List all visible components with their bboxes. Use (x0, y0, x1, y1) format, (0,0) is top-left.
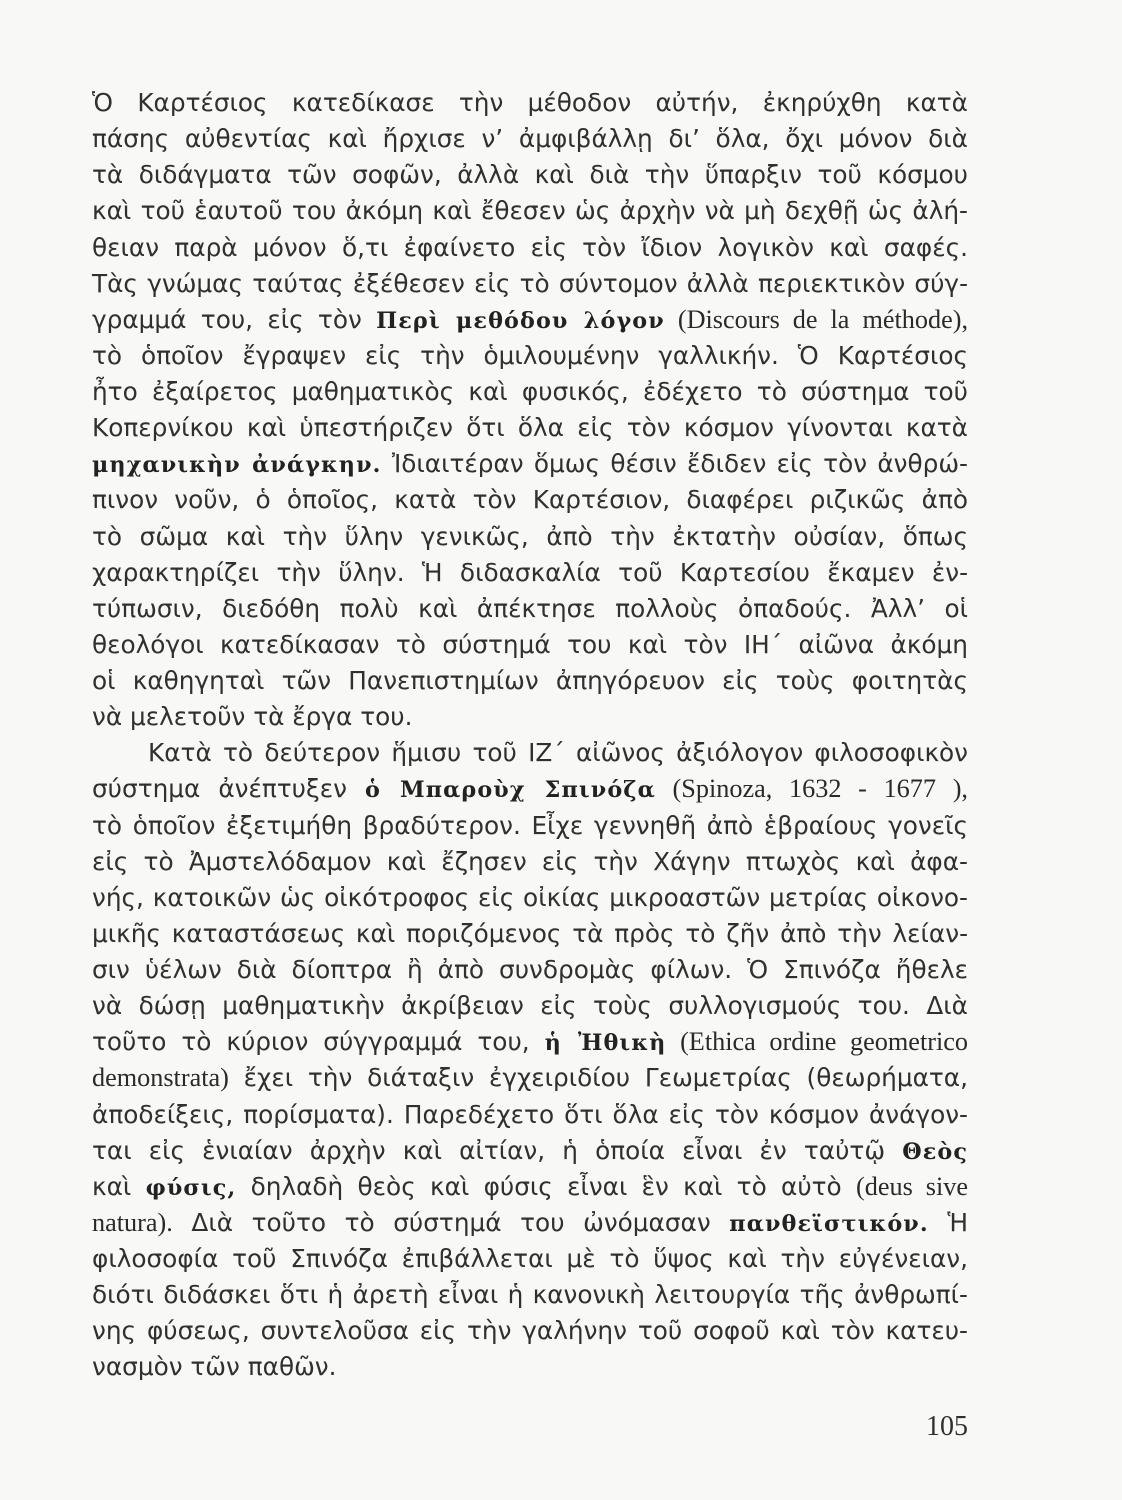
text-line: φιλοσοφία τοῦ Σπινόζα ἐπιβάλλεται μὲ τὸ ὕψος καὶ τὴν εὐγένειαν, (92, 1244, 968, 1273)
text-line (92, 1169, 968, 1205)
text-line (92, 1205, 968, 1241)
text-run: σύστημα ἀνέπτυξεν (92, 774, 366, 804)
text-line: θειαν παρὰ μόνον ὅ,τι ἐφαίνετο εἰς τὸν ἴδιον λογικὸν καὶ σαφές. (92, 232, 968, 262)
text-line: ἀποδείξεις, πορίσματα). Παρεδέχετο ὅτι ὅλα εἰς τὸν κόσμον ἀνάγον- (92, 1099, 968, 1129)
text-line: τύπωσιν, διεδόθη πολὺ καὶ ἀπέκτησε πολλοὺς ὀπαδούς. Ἀλλ’ οἱ (92, 593, 968, 623)
term-fysis: φύσις, (145, 1174, 237, 1201)
text-line: καὶ τοῦ ἑαυτοῦ του ἀκόμη καὶ ἔθεσεν ὡς ἀρχὴν νὰ μὴ δεχθῇ ὡς ἀλή- (92, 196, 968, 226)
page-number: 105 (926, 1411, 968, 1442)
text-line: τὸ ὁποῖον ἐξετιμήθη βραδύτερον. Εἶχε γεννηθῆ ἀπὸ ἑβραίους γονεῖς (92, 810, 968, 840)
text-run: γραμμά του, εἰς τὸν (92, 304, 377, 334)
latin-deus-sive: (deus sive (855, 1171, 968, 1201)
text-line: νης φύσεως, συντελοῦσα εἰς τὴν γαλήνην τοῦ σοφοῦ καὶ τὸν κατευ- (92, 1316, 968, 1346)
text-line (92, 302, 968, 338)
text-run: καὶ (92, 1171, 146, 1201)
text-line: σιν ὑέλων διὰ δίοπτρα ἢ ἀπὸ συνδρομὰς φίλων. Ὁ Σπινόζα ἤθελε (92, 955, 968, 984)
text-line: Ὁ Καρτέσιος κατεδίκασε τὴν μέθοδον αὐτήν, ἐκηρύχθη κατὰ (92, 88, 968, 117)
text-run: ται εἰς ἑνιαίαν ἀρχὴν καὶ αἰτίαν, ἡ ὁποία εἶναι ἐν ταὐτῷ (92, 1135, 903, 1165)
text-line: θεολόγοι κατεδίκασαν τὸ σύστημά του καὶ τὸν ΙΗ΄ αἰῶνα ἀκόμη (92, 629, 968, 659)
text-line: τὰ διδάγματα τῶν σοφῶν, ἀλλὰ καὶ διὰ τὴν ὕπαρξιν τοῦ κόσμου (92, 160, 968, 190)
work-title-peri-methodou: Περὶ μεθόδου λόγον (376, 307, 665, 334)
text-line (92, 1133, 968, 1169)
term-michaniki-anagki: μηχανικὴν ἀνάγκην. (92, 452, 382, 479)
term-pantheistikon: πανθεϊστικόν. (729, 1210, 929, 1237)
latin-spinoza-dates: (Spinoza, 1632 - 1677 ), (655, 774, 968, 804)
text-run: Διὰ τοῦτο τὸ σύστημά του ὠνόμασαν (172, 1207, 730, 1237)
text-run: δηλαδὴ θεὸς καὶ φύσις εἶναι ἓν καὶ τὸ αὐτὸ (236, 1171, 856, 1201)
work-title-ithiki: ἡ Ἠθικὴ (544, 1030, 667, 1057)
text-line: Τὰς γνώμας ταύτας ἐξέθεσεν εἰς τὸ σύντομον ἀλλὰ περιεκτικὸν σύγ- (92, 268, 968, 298)
text-line (92, 771, 968, 807)
text-line: οἱ καθηγηταὶ τῶν Πανεπιστημίων ἀπηγόρευον εἰς τοὺς φοιτητὰς (92, 666, 968, 695)
latin-ethica-title: (Ethica ordine geometrico (666, 1027, 968, 1057)
text-line: ἦτο ἐξαίρετος μαθηματικὸς καὶ φυσικός, ἐδέχετο τὸ σύστημα τοῦ (92, 377, 968, 406)
text-line (92, 1060, 968, 1096)
text-run: τοῦτο τὸ κύριον σύγγραμμά του, (92, 1027, 545, 1057)
text-run: Ἰδιαιτέραν ὅμως θέσιν ἔδιδεν εἰς τὸν ἀνθρώ- (381, 449, 968, 479)
term-theos: Θεὸς (902, 1138, 968, 1165)
text-line: χαρακτηρίζει τὴν ὕλην. Ἡ διδασκαλία τοῦ Καρτεσίου ἔκαμεν ἐν- (92, 557, 968, 587)
text-line: νασμὸν τῶν παθῶν. (92, 1352, 337, 1382)
text-column (92, 85, 968, 1386)
text-line (92, 1024, 968, 1060)
latin-discours-title: (Discours de la méthode), (664, 304, 969, 334)
name-spinoza: ὁ Μπαροὺχ Σπινόζα (365, 777, 656, 804)
text-line: εἰς τὸ Ἀμστελόδαμον καὶ ἔζησεν εἰς τὴν Χάγην πτωχὸς καὶ ἀφα- (92, 846, 968, 876)
text-line: πάσης αὐθεντίας καὶ ἤρχισε ν’ ἀμφιβάλλῃ δι’ ὅλα, ὄχι μόνον διὰ (92, 124, 968, 154)
text-line: πινον νοῦν, ὁ ὁποῖος, κατὰ τὸν Καρτέσιον, διαφέρει ριζικῶς ἀπὸ (92, 485, 968, 515)
text-line: μικῆς καταστάσεως καὶ ποριζόμενος τὰ πρὸς τὸ ζῆν ἀπὸ τὴν λείαν- (92, 918, 968, 948)
text-run: ἔχει τὴν διάταξιν ἐγχειριδίου Γεωμετρίας (θεωρήματα, (228, 1063, 968, 1093)
text-line: τὸ ὁποῖον ἔγραψεν εἰς τὴν ὁμιλουμένην γαλλικήν. Ὁ Καρτέσιος (92, 340, 968, 370)
text-line: νὰ δώσῃ μαθηματικὴν ἀκρίβειαν εἰς τοὺς συλλογισμούς του. Διὰ (92, 991, 968, 1021)
text-run: Ἡ (928, 1207, 969, 1237)
latin-ethica-title-cont: demonstrata) (92, 1063, 229, 1093)
text-line: Κατὰ τὸ δεύτερον ἥμισυ τοῦ ΙΖ΄ αἰῶνος ἀξιόλογον φιλοσοφικὸν (148, 738, 968, 768)
paragraph-descartes (92, 85, 968, 735)
text-line: νής, κατοικῶν ὡς οἰκότροφος εἰς οἰκίας μικροαστῶν μετρίας οἰκονο- (92, 882, 968, 912)
latin-natura: natura). (92, 1207, 173, 1237)
text-line: Κοπερνίκου καὶ ὑπεστήριζεν ὅτι ὅλα εἰς τὸν κόσμον γίνονται κατὰ (92, 413, 968, 443)
text-line: τὸ σῶμα καὶ τὴν ὕλην γενικῶς, ἀπὸ τὴν ἐκτατὴν οὐσίαν, ὅπως (92, 521, 968, 551)
text-line (92, 446, 968, 482)
paragraph-spinoza (92, 735, 968, 1385)
text-line: νὰ μελετοῦν τὰ ἔργα του. (92, 702, 413, 732)
text-line: διότι διδάσκει ὅτι ἡ ἀρετὴ εἶναι ἡ κανονικὴ λειτουργία τῆς ἀνθρωπί- (92, 1280, 968, 1310)
